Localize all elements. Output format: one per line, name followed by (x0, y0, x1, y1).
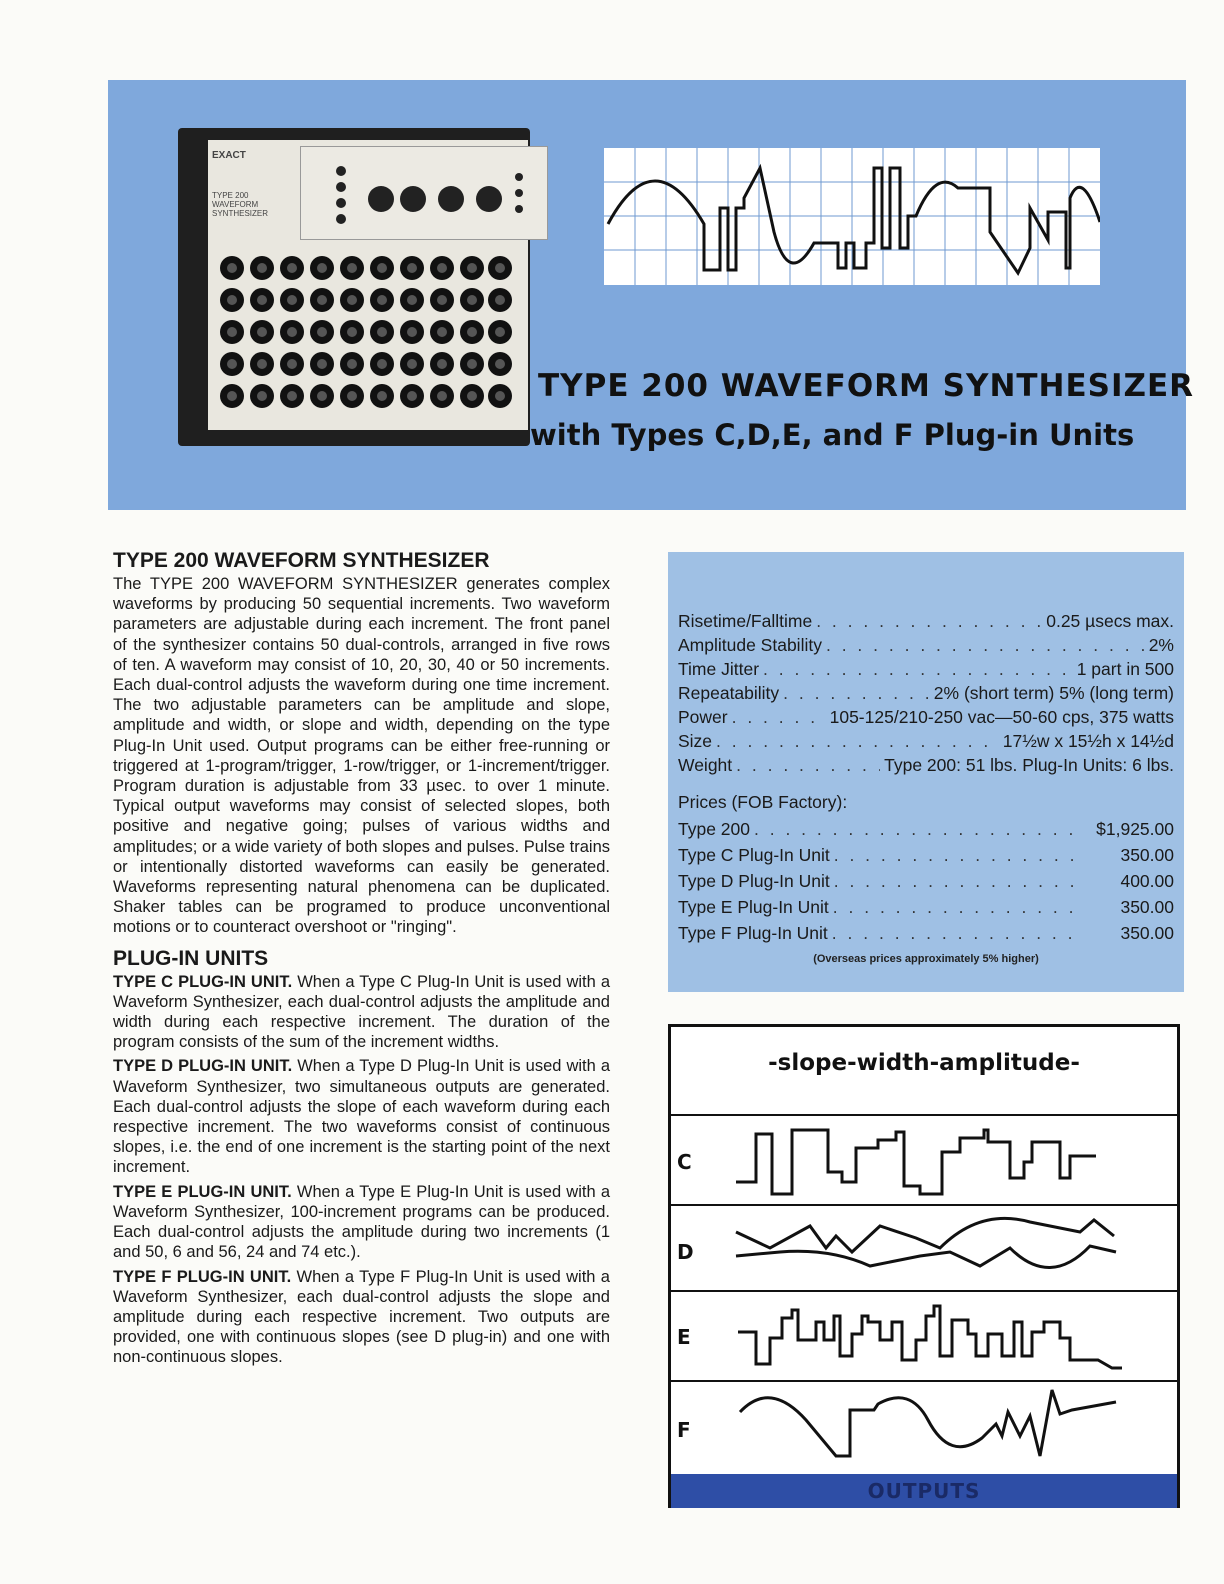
unit-e-paragraph (113, 1182, 610, 1263)
price-value: 350.00 (1120, 897, 1174, 917)
output-wave-e (720, 1296, 1140, 1374)
unit-d-paragraph (113, 1056, 610, 1177)
unit-e-text: When a Type E Plug-In Unit is used with a Waveform Synthesizer, 100-increment programs can be produced. Each dual-control adjusts the amplitude during two increments (1 and 50, 6 and 56, 24 and 74 etc.). (113, 1182, 610, 1262)
unit-c-title: TYPE C PLUG-IN UNIT. (113, 972, 293, 991)
unit-f-title: TYPE F PLUG-IN UNIT. (113, 1267, 292, 1286)
price-value: 350.00 (1120, 923, 1174, 943)
spec-row (678, 755, 1174, 776)
spec-value: 17½w x 15½h x 14½d (1002, 731, 1174, 751)
banner-title: TYPE 200 WAVEFORM SYNTHESIZER (538, 368, 1195, 404)
price-label: Type D Plug-In Unit (678, 871, 830, 891)
unit-d-text: When a Type D Plug-In Unit is used with a Waveform Synthesizer, two simultaneous outputs are generated. Each dual-control adjusts the slope of each waveform during each respective increment. The two waveforms consist of continuous slopes, i.e. the end of one increment is the starting point of the next increment. (113, 1057, 610, 1177)
section-heading-plugins: PLUG-IN UNITS (113, 946, 269, 970)
output-label-e: E (677, 1325, 691, 1349)
spec-value: 105-125/210-250 vac—50-60 cps, 375 watts (829, 707, 1174, 727)
output-divider (671, 1380, 1177, 1382)
spec-label: Time Jitter (678, 659, 760, 679)
spec-value: 1 part in 500 (1076, 659, 1174, 679)
price-value: 400.00 (1120, 871, 1174, 891)
plugin-knobs (301, 147, 547, 239)
unit-f-text: When a Type F Plug-In Unit is used with a Waveform Synthesizer, each dual-control adjusts the slope and amplitude during each respective increment. Two outputs are provided, one with continuous slopes (see D plug-in) and one with non-continuous slopes. (113, 1267, 610, 1367)
price-row (678, 819, 1174, 840)
banner-waveform-graph (604, 148, 1100, 285)
prices-heading: Prices (FOB Factory): (678, 792, 848, 812)
waveform-f (720, 1386, 1140, 1464)
spec-label: Risetime/Falltime (678, 611, 813, 631)
spec-value: 2% (short term) 5% (long term) (933, 683, 1174, 703)
spec-row (678, 659, 1174, 680)
overseas-price-note: (Overseas prices approximately 5% higher) (813, 953, 1039, 965)
spec-label: Amplitude Stability (678, 635, 822, 655)
output-divider (671, 1204, 1177, 1206)
waveform-c (720, 1122, 1140, 1200)
waveform-grid-illustration (604, 148, 1100, 285)
spec-value: 2% (1148, 635, 1174, 655)
device-brand-label (212, 150, 282, 218)
knob-array-graphic (216, 250, 516, 420)
spec-label: Power (678, 707, 728, 727)
price-row (678, 923, 1174, 944)
spec-label: Weight (678, 755, 733, 775)
unit-d-title: TYPE D PLUG-IN UNIT. (113, 1057, 293, 1076)
outputs-footer-label: OUTPUTS (867, 1479, 981, 1503)
spec-value: Type 200: 51 lbs. Plug-In Units: 6 lbs. (884, 755, 1174, 775)
spec-row (678, 683, 1174, 704)
unit-f-paragraph (113, 1267, 610, 1368)
output-label-f: F (677, 1418, 691, 1442)
price-row (678, 897, 1174, 918)
price-label: Type C Plug-In Unit (678, 845, 830, 865)
output-divider (671, 1114, 1177, 1116)
output-wave-d (720, 1208, 1140, 1286)
banner-subtitle: with Types C,D,E, and F Plug-in Units (530, 418, 1135, 452)
spec-value: 0.25 µsecs max. (1046, 611, 1174, 631)
price-value: $1,925.00 (1096, 819, 1174, 839)
price-value: 350.00 (1120, 845, 1174, 865)
outputs-title: -slope-width-amplitude- (768, 1050, 1080, 1076)
unit-e-title: TYPE E PLUG-IN UNIT. (113, 1182, 292, 1201)
description-column (113, 548, 610, 1368)
waveform-e (720, 1296, 1140, 1374)
waveform-d (720, 1208, 1140, 1286)
price-label: Type F Plug-In Unit (678, 923, 828, 943)
dual-control-knob-grid (216, 250, 516, 420)
spec-row (678, 731, 1174, 752)
price-row (678, 871, 1174, 892)
device-brand: EXACT (212, 150, 246, 161)
spec-label: Size (678, 731, 713, 751)
output-divider (671, 1290, 1177, 1292)
spec-row (678, 635, 1174, 656)
output-wave-f (720, 1386, 1140, 1464)
price-label: Type E Plug-In Unit (678, 897, 829, 917)
plugin-unit-panel (300, 146, 548, 240)
device-model: TYPE 200 WAVEFORM SYNTHESIZER (212, 191, 269, 218)
output-label-c: C (677, 1150, 692, 1174)
spec-row (678, 611, 1174, 632)
unit-c-paragraph (113, 972, 610, 1053)
price-label: Type 200 (678, 819, 750, 839)
output-label-d: D (677, 1240, 694, 1264)
section-heading-synthesizer: TYPE 200 WAVEFORM SYNTHESIZER (113, 549, 490, 572)
output-wave-c (720, 1122, 1140, 1200)
price-row (678, 845, 1174, 866)
spec-row (678, 707, 1174, 728)
synthesizer-description: The TYPE 200 WAVEFORM SYNTHESIZER generates complex waveforms by producing 50 sequential increments. Two waveform parameters are adjustable during each increment. The front panel of the synthesizer contains 50 dual-controls, arranged in five rows of ten. A waveform may consist of 10, 20, 30, 40 or 50 increments. Each dual-control adjusts the waveform during one time increment. The two adjustable parameters can be amplitude and slope, amplitude and width, or slope and width, depending on the type Plug-In Unit used. Output programs can be either free-running or triggered at 1-program/trigger, 1-row/trigger, or 1-increment/trigger. Program duration is adjustable from 33 µsec. to over 1 minute. Typical output waveforms may consist of selected slopes, both positive and negative going; pulses of various widths and amplitudes; or a wide variety of both slopes and pulses. Pulse trains or intentionally distorted waveforms can easily be generated. Waveforms representing natural phenomena can be duplicated. Shaker tables can be programed to produce unconventional motions or to counteract overshoot or "ringing". (113, 575, 610, 937)
spec-label: Repeatability (678, 683, 780, 703)
outputs-footer-bar (671, 1474, 1177, 1508)
unit-c-text: When a Type C Plug-In Unit is used with a Waveform Synthesizer, each dual-control adjusts the amplitude and width during each respective increment. The duration of the program consists of the sum of the increment widths. (113, 972, 610, 1052)
